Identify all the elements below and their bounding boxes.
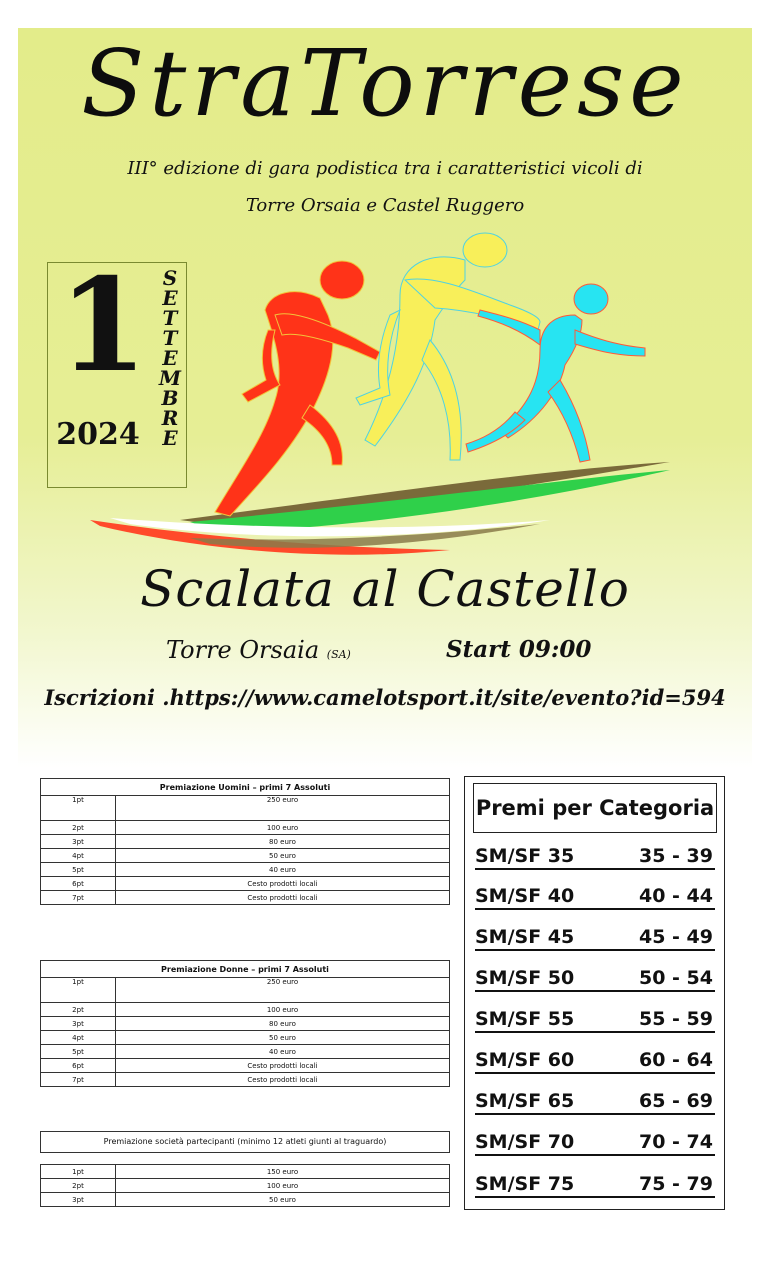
category-code: SM/SF 45 <box>475 926 575 948</box>
prize-cell: Cesto prodotti locali <box>116 891 450 905</box>
category-range: 35 - 39 <box>639 845 713 867</box>
category-code: SM/SF 55 <box>475 1008 575 1030</box>
position-cell: 6pt <box>41 1059 116 1073</box>
event-title: StraTorrese <box>81 30 689 137</box>
position-cell: 1pt <box>41 978 116 1003</box>
table-row <box>41 863 450 877</box>
societies-prize-table <box>40 1164 450 1207</box>
table-header: Premiazione Donne – primi 7 Assoluti <box>41 961 450 978</box>
place-province: (SA) <box>326 648 351 661</box>
societies-header: Premiazione società partecipanti (minimo 12 atleti giunti al traguardo) <box>40 1131 450 1153</box>
position-cell: 7pt <box>41 891 116 905</box>
position-cell: 5pt <box>41 863 116 877</box>
month-letter: E <box>162 426 178 450</box>
position-cell: 2pt <box>41 1003 116 1017</box>
category-range: 40 - 44 <box>639 885 713 907</box>
prize-cell: 100 euro <box>116 1003 450 1017</box>
month-letter: T <box>162 326 178 350</box>
category-row <box>475 1048 715 1074</box>
month-letter: R <box>161 406 179 430</box>
prize-cell: 250 euro <box>116 978 450 1003</box>
month-letter: E <box>162 286 178 310</box>
event-subtitle-line1: III° edizione di gara podistica tra i caratteristici vicoli di <box>127 158 643 179</box>
table-row <box>41 821 450 835</box>
prize-cell: Cesto prodotti locali <box>116 877 450 891</box>
category-row <box>475 1130 715 1156</box>
table-row <box>41 835 450 849</box>
table-row <box>41 877 450 891</box>
prize-cell: 100 euro <box>116 821 450 835</box>
table-row <box>41 1031 450 1045</box>
prize-cell: 250 euro <box>116 796 450 821</box>
category-row <box>475 925 715 951</box>
category-range: 70 - 74 <box>639 1131 713 1153</box>
position-cell: 5pt <box>41 1045 116 1059</box>
category-range: 60 - 64 <box>639 1049 713 1071</box>
prize-cell: 50 euro <box>116 1193 450 1207</box>
place-name: Torre Orsaia <box>166 636 320 664</box>
runners-illustration <box>70 220 690 580</box>
prize-cell: 40 euro <box>116 863 450 877</box>
event-headline: Scalata al Castello <box>140 560 630 618</box>
category-row <box>475 884 715 910</box>
position-cell: 3pt <box>41 835 116 849</box>
prize-cell: 80 euro <box>116 835 450 849</box>
category-header: Premi per Categoria <box>473 783 717 833</box>
table-row <box>41 1003 450 1017</box>
event-day: 1 <box>58 251 148 401</box>
table-row <box>41 1165 450 1179</box>
category-row <box>475 1172 715 1198</box>
category-range: 50 - 54 <box>639 967 713 989</box>
prize-cell: 80 euro <box>116 1017 450 1031</box>
table-header: Premiazione Uomini – primi 7 Assoluti <box>41 779 450 796</box>
category-row <box>475 1089 715 1115</box>
men-prize-table <box>40 778 450 905</box>
category-range: 65 - 69 <box>639 1090 713 1112</box>
position-cell: 3pt <box>41 1017 116 1031</box>
category-code: SM/SF 40 <box>475 885 575 907</box>
prize-cell: 50 euro <box>116 849 450 863</box>
table-row <box>41 1193 450 1207</box>
position-cell: 3pt <box>41 1193 116 1207</box>
table-row <box>41 849 450 863</box>
event-year: 2024 <box>56 417 140 452</box>
position-cell: 4pt <box>41 1031 116 1045</box>
month-letter: B <box>161 386 179 410</box>
table-row <box>41 1073 450 1087</box>
month-letter: E <box>162 346 178 370</box>
women-prize-table <box>40 960 450 1087</box>
event-start-time: Start 09:00 <box>446 636 592 663</box>
registration-link[interactable]: Iscrizioni .https://www.camelotsport.it/site/evento?id=594 <box>44 685 726 710</box>
category-code: SM/SF 70 <box>475 1131 575 1153</box>
position-cell: 2pt <box>41 821 116 835</box>
event-place <box>166 638 351 662</box>
position-cell: 6pt <box>41 877 116 891</box>
position-cell: 1pt <box>41 796 116 821</box>
position-cell: 2pt <box>41 1179 116 1193</box>
prize-cell: 150 euro <box>116 1165 450 1179</box>
event-subtitle-line2: Torre Orsaia e Castel Ruggero <box>245 195 525 216</box>
table-row <box>41 1179 450 1193</box>
table-row <box>41 978 450 1003</box>
category-row <box>475 844 715 870</box>
table-row <box>41 891 450 905</box>
category-row <box>475 1007 715 1033</box>
category-code: SM/SF 35 <box>475 845 575 867</box>
prize-cell: 100 euro <box>116 1179 450 1193</box>
category-code: SM/SF 50 <box>475 967 575 989</box>
prize-cell: Cesto prodotti locali <box>116 1059 450 1073</box>
table-row <box>41 1045 450 1059</box>
runner-red <box>215 261 380 516</box>
prize-cell: 50 euro <box>116 1031 450 1045</box>
table-row <box>41 796 450 821</box>
category-code: SM/SF 65 <box>475 1090 575 1112</box>
prize-cell: Cesto prodotti locali <box>116 1073 450 1087</box>
position-cell: 1pt <box>41 1165 116 1179</box>
category-range: 55 - 59 <box>639 1008 713 1030</box>
table-row <box>41 1017 450 1031</box>
position-cell: 4pt <box>41 849 116 863</box>
category-row <box>475 966 715 992</box>
month-letter: M <box>158 366 182 390</box>
position-cell: 7pt <box>41 1073 116 1087</box>
table-row <box>41 1059 450 1073</box>
month-letter: S <box>162 266 178 290</box>
category-range: 45 - 49 <box>639 926 713 948</box>
category-range: 75 - 79 <box>639 1173 713 1195</box>
category-code: SM/SF 60 <box>475 1049 575 1071</box>
prize-cell: 40 euro <box>116 1045 450 1059</box>
category-code: SM/SF 75 <box>475 1173 575 1195</box>
month-letter: T <box>162 306 178 330</box>
